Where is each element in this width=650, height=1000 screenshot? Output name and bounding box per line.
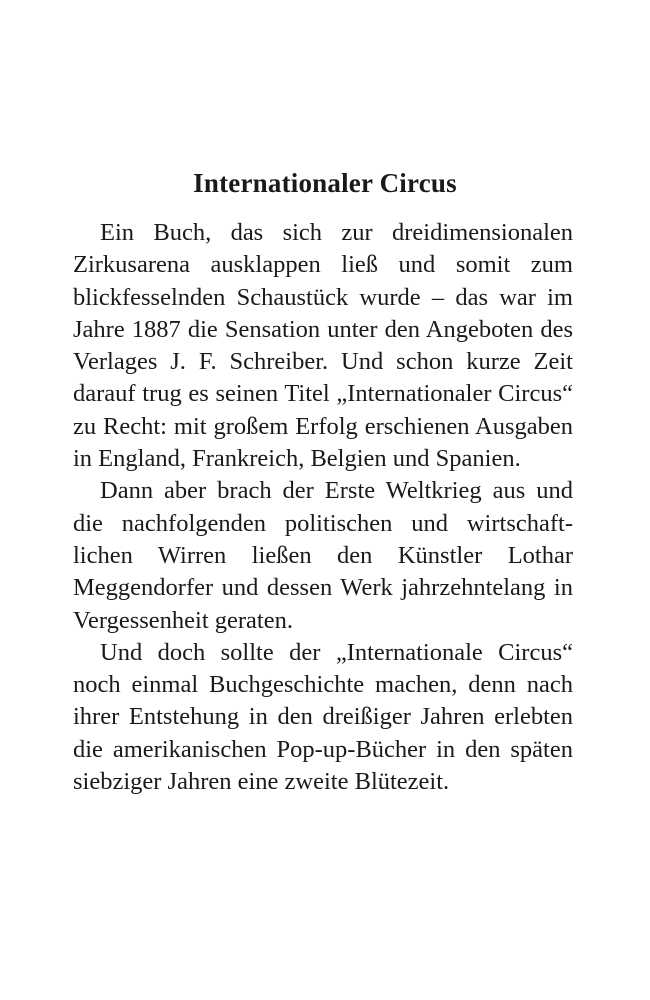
paragraph-1: Ein Buch, das sich zur dreidimensionalen Zirkusarena ausklappen ließ und somit zum blickfesselnden Schaustück wurde – das war im Jahre 1887 die Sensation unter den Angeboten des Verlages J. F. Schreiber. Und schon kurze Zeit darauf trug es seinen Titel „Internationaler Circus“ zu Recht: mit großem Erfolg erschienen Ausgaben in England, Frankreich, Belgien und Spanien. xyxy=(73,219,573,473)
body-text xyxy=(73,217,573,798)
page-title: Internationaler Circus xyxy=(193,168,457,198)
paragraph-3: Und doch sollte der „Internationale Circus“ noch einmal Buchgeschichte machen, denn nach ihrer Entstehung in den dreißiger Jahren erlebten die amerikanischen Pop-up-Bücher in den späten siebziger Jahren eine zweite Blütezeit. xyxy=(73,638,573,796)
paragraph-2: Dann aber brach der Erste Weltkrieg aus und die nachfolgenden politischen und wirtschaftlichen Wirren ließen den Künstler Lothar Meggendorfer und dessen Werk jahrzehntelang in Vergessenheit geraten. xyxy=(73,477,573,634)
